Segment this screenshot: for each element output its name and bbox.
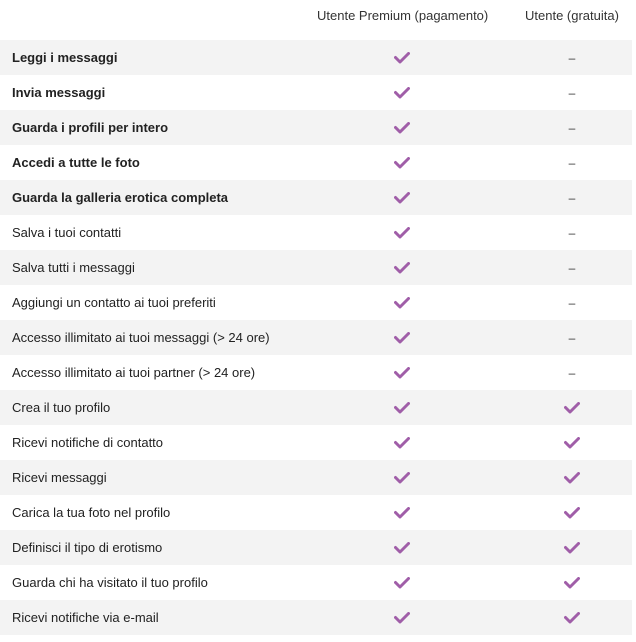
checkmark-icon bbox=[394, 52, 410, 64]
table-row bbox=[0, 40, 632, 75]
checkmark-icon bbox=[394, 297, 410, 309]
checkmark-icon bbox=[564, 507, 580, 519]
free-cell bbox=[552, 320, 592, 355]
dash-icon: – bbox=[568, 155, 576, 170]
checkmark-icon bbox=[394, 577, 410, 589]
dash-icon: – bbox=[568, 85, 576, 100]
free-cell bbox=[552, 40, 592, 75]
feature-label: Ricevi messaggi bbox=[12, 470, 107, 485]
premium-cell bbox=[382, 495, 422, 530]
checkmark-icon bbox=[394, 157, 410, 169]
dash-icon: – bbox=[568, 120, 576, 135]
premium-column-header: Utente Premium (pagamento) bbox=[317, 8, 489, 23]
table-row bbox=[0, 285, 632, 320]
premium-cell bbox=[382, 250, 422, 285]
premium-cell bbox=[382, 285, 422, 320]
feature-label: Carica la tua foto nel profilo bbox=[12, 505, 171, 520]
free-cell bbox=[552, 110, 592, 145]
premium-cell bbox=[382, 180, 422, 215]
checkmark-icon bbox=[394, 367, 410, 379]
checkmark-icon bbox=[564, 577, 580, 589]
checkmark-icon bbox=[394, 472, 410, 484]
checkmark-icon bbox=[394, 437, 410, 449]
table-row bbox=[0, 355, 632, 390]
premium-cell bbox=[382, 75, 422, 110]
table-row bbox=[0, 530, 632, 565]
dash-icon: – bbox=[568, 190, 576, 205]
checkmark-icon bbox=[394, 332, 410, 344]
premium-cell bbox=[382, 40, 422, 75]
checkmark-icon bbox=[564, 402, 580, 414]
free-cell bbox=[552, 355, 592, 390]
premium-cell bbox=[382, 110, 422, 145]
table-row bbox=[0, 495, 632, 530]
free-cell bbox=[552, 495, 592, 530]
dash-icon: – bbox=[568, 225, 576, 240]
feature-label: Guarda chi ha visitato il tuo profilo bbox=[12, 575, 208, 590]
free-cell bbox=[552, 215, 592, 250]
free-cell bbox=[552, 530, 592, 565]
free-cell bbox=[552, 145, 592, 180]
table-row bbox=[0, 215, 632, 250]
premium-cell bbox=[382, 215, 422, 250]
dash-icon: – bbox=[568, 330, 576, 345]
dash-icon: – bbox=[568, 260, 576, 275]
table-row bbox=[0, 110, 632, 145]
free-cell bbox=[552, 425, 592, 460]
table-row bbox=[0, 565, 632, 600]
premium-cell bbox=[382, 460, 422, 495]
premium-cell bbox=[382, 145, 422, 180]
feature-label: Ricevi notifiche di contatto bbox=[12, 435, 164, 450]
premium-cell bbox=[382, 565, 422, 600]
premium-cell bbox=[382, 355, 422, 390]
feature-label: Aggiungi un contatto ai tuoi preferiti bbox=[12, 295, 216, 310]
dash-icon: – bbox=[568, 295, 576, 310]
feature-label: Accesso illimitato ai tuoi partner (> 24 ore) bbox=[12, 365, 256, 380]
free-cell bbox=[552, 390, 592, 425]
checkmark-icon bbox=[394, 542, 410, 554]
checkmark-icon bbox=[394, 227, 410, 239]
table-row bbox=[0, 320, 632, 355]
checkmark-icon bbox=[564, 612, 580, 624]
free-cell bbox=[552, 75, 592, 110]
feature-label: Invia messaggi bbox=[12, 85, 106, 100]
checkmark-icon bbox=[564, 472, 580, 484]
checkmark-icon bbox=[394, 87, 410, 99]
premium-cell bbox=[382, 320, 422, 355]
checkmark-icon bbox=[394, 507, 410, 519]
feature-comparison-table bbox=[0, 40, 632, 635]
checkmark-icon bbox=[394, 262, 410, 274]
feature-label: Salva tutti i messaggi bbox=[12, 260, 135, 275]
checkmark-icon bbox=[394, 402, 410, 414]
feature-label: Crea il tuo profilo bbox=[12, 400, 111, 415]
free-cell bbox=[552, 180, 592, 215]
feature-label: Ricevi notifiche via e-mail bbox=[12, 610, 159, 625]
free-cell bbox=[552, 460, 592, 495]
feature-label: Accesso illimitato ai tuoi messaggi (> 24 ore) bbox=[12, 330, 270, 345]
free-cell bbox=[552, 600, 592, 635]
checkmark-icon bbox=[394, 192, 410, 204]
feature-label: Guarda la galleria erotica completa bbox=[12, 190, 229, 205]
free-column-header: Utente (gratuita) bbox=[525, 8, 619, 23]
table-row bbox=[0, 250, 632, 285]
feature-label: Accedi a tutte le foto bbox=[12, 155, 140, 170]
premium-cell bbox=[382, 600, 422, 635]
premium-cell bbox=[382, 530, 422, 565]
feature-label: Salva i tuoi contatti bbox=[12, 225, 122, 240]
dash-icon: – bbox=[568, 50, 576, 65]
free-cell bbox=[552, 285, 592, 320]
table-row bbox=[0, 145, 632, 180]
free-cell bbox=[552, 250, 592, 285]
table-row bbox=[0, 75, 632, 110]
feature-label: Definisci il tipo di erotismo bbox=[12, 540, 163, 555]
table-row bbox=[0, 460, 632, 495]
table-header bbox=[0, 0, 636, 40]
dash-icon: – bbox=[568, 365, 576, 380]
table-row bbox=[0, 600, 632, 635]
checkmark-icon bbox=[564, 437, 580, 449]
checkmark-icon bbox=[394, 122, 410, 134]
table-row bbox=[0, 425, 632, 460]
premium-cell bbox=[382, 390, 422, 425]
premium-cell bbox=[382, 425, 422, 460]
table-row bbox=[0, 180, 632, 215]
table-row bbox=[0, 390, 632, 425]
checkmark-icon bbox=[394, 612, 410, 624]
feature-label: Leggi i messaggi bbox=[12, 50, 118, 65]
feature-label: Guarda i profili per intero bbox=[12, 120, 169, 135]
free-cell bbox=[552, 565, 592, 600]
checkmark-icon bbox=[564, 542, 580, 554]
